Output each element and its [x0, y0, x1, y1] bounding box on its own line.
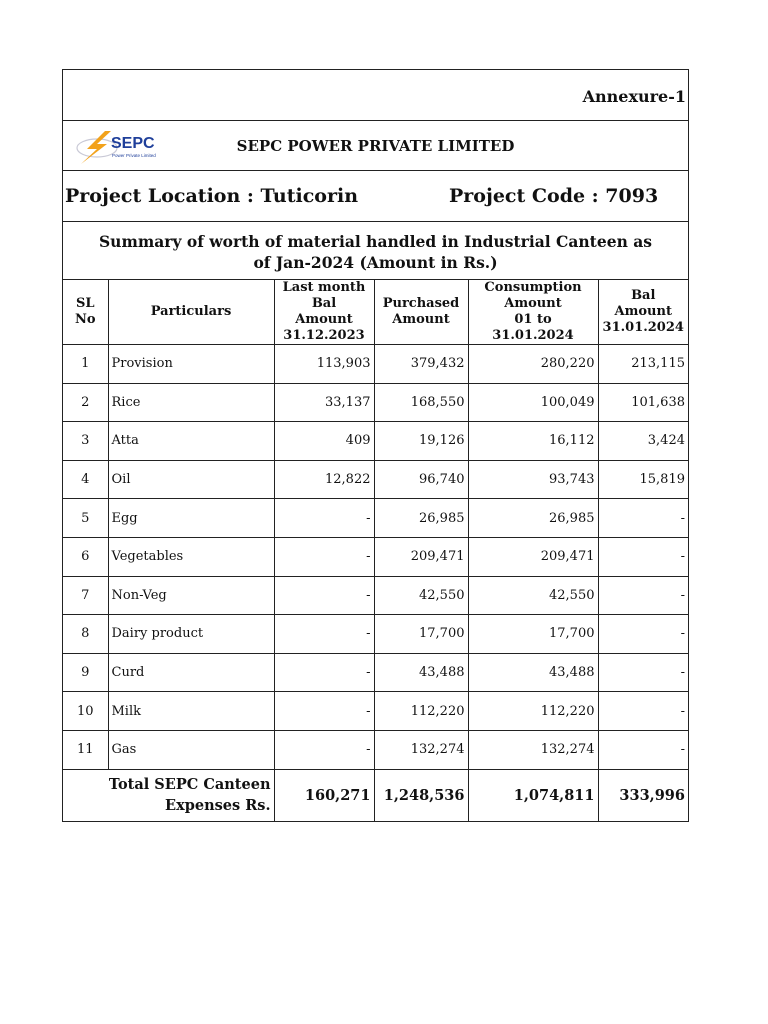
logo-tagline: Power Private Limited — [112, 153, 156, 158]
row-bal: - — [598, 499, 688, 538]
header-bal-line1: Bal Amount — [614, 288, 672, 319]
table-row — [63, 383, 688, 422]
project-location: Project Location : Tuticorin — [65, 185, 359, 207]
row-bal: - — [598, 653, 688, 692]
row-purchased: 112,220 — [374, 692, 468, 731]
row-consumption: 17,700 — [468, 615, 598, 654]
row-purchased: 209,471 — [374, 537, 468, 576]
header-consumption-line2: Amount — [504, 296, 562, 311]
company-name: SEPC POWER PRIVATE LIMITED — [236, 137, 515, 155]
row-sl: 4 — [63, 460, 108, 499]
row-particular: Vegetables — [108, 537, 274, 576]
row-particular: Provision — [108, 345, 274, 384]
row-consumption: 209,471 — [468, 537, 598, 576]
row-last-month: - — [274, 653, 374, 692]
row-bal: - — [598, 730, 688, 769]
row-purchased: 132,274 — [374, 730, 468, 769]
row-sl: 7 — [63, 576, 108, 615]
row-bal: 101,638 — [598, 383, 688, 422]
row-particular: Milk — [108, 692, 274, 731]
header-particulars: Particulars — [108, 280, 274, 345]
row-sl: 9 — [63, 653, 108, 692]
row-purchased: 42,550 — [374, 576, 468, 615]
table-body — [63, 345, 688, 822]
row-last-month: - — [274, 692, 374, 731]
table-row — [63, 422, 688, 461]
table-row — [63, 730, 688, 769]
row-purchased: 17,700 — [374, 615, 468, 654]
annexure-band — [63, 70, 688, 121]
row-last-month: - — [274, 537, 374, 576]
total-label — [63, 769, 274, 821]
row-consumption: 16,112 — [468, 422, 598, 461]
row-last-month: - — [274, 730, 374, 769]
row-bal: - — [598, 615, 688, 654]
row-particular: Dairy product — [108, 615, 274, 654]
row-last-month: 12,822 — [274, 460, 374, 499]
table-row — [63, 692, 688, 731]
row-purchased: 43,488 — [374, 653, 468, 692]
logo-text: SEPC — [111, 135, 155, 152]
row-last-month: - — [274, 499, 374, 538]
row-consumption: 43,488 — [468, 653, 598, 692]
table-row — [63, 653, 688, 692]
header-bal-line2: 31.01.2024 — [602, 320, 684, 335]
row-sl: 6 — [63, 537, 108, 576]
row-purchased: 168,550 — [374, 383, 468, 422]
row-particular: Curd — [108, 653, 274, 692]
row-purchased: 96,740 — [374, 460, 468, 499]
row-sl: 1 — [63, 345, 108, 384]
row-purchased: 19,126 — [374, 422, 468, 461]
row-consumption: 100,049 — [468, 383, 598, 422]
header-last-month — [274, 280, 374, 345]
row-last-month: 409 — [274, 422, 374, 461]
company-band — [63, 121, 688, 171]
project-band — [63, 171, 688, 222]
header-last-month-line3: 31.12.2023 — [283, 328, 365, 343]
header-purchased — [374, 280, 468, 345]
total-label-line1: Total SEPC Canteen — [108, 776, 271, 794]
row-bal: - — [598, 576, 688, 615]
header-purchased-line2: Amount — [392, 312, 450, 327]
table-row — [63, 460, 688, 499]
row-consumption: 280,220 — [468, 345, 598, 384]
header-bal — [598, 280, 688, 345]
header-last-month-line1: Last month Bal — [282, 280, 366, 311]
material-table — [63, 280, 688, 821]
header-sl: SL No — [63, 280, 108, 345]
row-consumption: 26,985 — [468, 499, 598, 538]
row-particular: Egg — [108, 499, 274, 538]
header-purchased-line1: Purchased — [382, 296, 460, 311]
row-bal: - — [598, 692, 688, 731]
row-last-month: 33,137 — [274, 383, 374, 422]
row-consumption: 93,743 — [468, 460, 598, 499]
table-row — [63, 537, 688, 576]
total-row — [63, 769, 688, 821]
row-purchased: 379,432 — [374, 345, 468, 384]
total-label-line2: Expenses Rs. — [165, 797, 271, 815]
row-sl: 10 — [63, 692, 108, 731]
total-last-month: 160,271 — [274, 769, 374, 821]
row-bal: 15,819 — [598, 460, 688, 499]
table-row — [63, 499, 688, 538]
header-consumption-line1: Consumption — [484, 280, 582, 295]
row-sl: 11 — [63, 730, 108, 769]
total-bal: 333,996 — [598, 769, 688, 821]
row-sl: 3 — [63, 422, 108, 461]
table-row — [63, 615, 688, 654]
header-consumption-line3: 01 to 31.01.2024 — [492, 312, 574, 343]
row-bal: - — [598, 537, 688, 576]
project-code: Project Code : 7093 — [449, 185, 659, 207]
row-purchased: 26,985 — [374, 499, 468, 538]
annexure-sheet — [62, 69, 689, 822]
row-particular: Oil — [108, 460, 274, 499]
summary-title: Summary of worth of material handled in Industrial Canteen as of Jan-2024 (Amount in Rs.) — [63, 222, 688, 280]
row-consumption: 132,274 — [468, 730, 598, 769]
row-last-month: - — [274, 576, 374, 615]
row-last-month: - — [274, 615, 374, 654]
total-purchased: 1,248,536 — [374, 769, 468, 821]
header-consumption — [468, 280, 598, 345]
row-particular: Atta — [108, 422, 274, 461]
row-particular: Rice — [108, 383, 274, 422]
row-last-month: 113,903 — [274, 345, 374, 384]
table-row — [63, 345, 688, 384]
row-particular: Gas — [108, 730, 274, 769]
table-row — [63, 576, 688, 615]
total-consumption: 1,074,811 — [468, 769, 598, 821]
row-bal: 213,115 — [598, 345, 688, 384]
row-sl: 2 — [63, 383, 108, 422]
row-sl: 5 — [63, 499, 108, 538]
row-sl: 8 — [63, 615, 108, 654]
annexure-label: Annexure-1 — [582, 87, 686, 106]
row-consumption: 42,550 — [468, 576, 598, 615]
header-last-month-line2: Amount — [295, 312, 353, 327]
row-consumption: 112,220 — [468, 692, 598, 731]
row-particular: Non-Veg — [108, 576, 274, 615]
header-row — [63, 280, 688, 345]
row-bal: 3,424 — [598, 422, 688, 461]
